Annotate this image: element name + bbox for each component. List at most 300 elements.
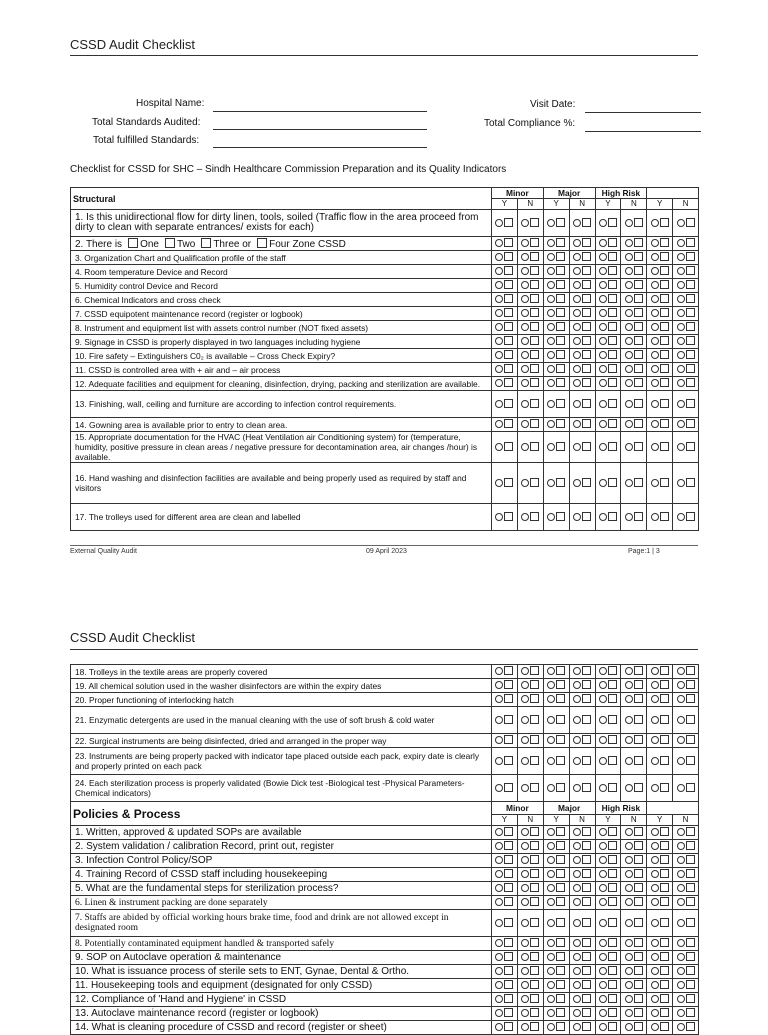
yes-no-checkbox-cell[interactable]	[543, 775, 569, 802]
yes-no-checkbox-cell[interactable]	[621, 432, 647, 463]
yes-no-checkbox-cell[interactable]	[492, 868, 518, 882]
checkbox-square-icon[interactable]	[660, 883, 669, 892]
checkbox-square-icon[interactable]	[660, 1008, 669, 1017]
yes-no-checkbox-cell[interactable]	[647, 463, 673, 504]
checkbox-square-icon[interactable]	[686, 512, 695, 521]
yes-no-checkbox-cell[interactable]	[595, 321, 621, 335]
yes-no-checkbox-cell[interactable]	[595, 937, 621, 951]
checkbox-square-icon[interactable]	[556, 399, 565, 408]
checkbox-square-icon[interactable]	[634, 1022, 643, 1031]
checkbox-square-icon[interactable]	[608, 252, 617, 261]
yes-no-checkbox-cell[interactable]	[569, 882, 595, 896]
yes-no-checkbox-cell[interactable]	[595, 432, 621, 463]
yes-no-checkbox-cell[interactable]	[673, 251, 699, 265]
yes-no-checkbox-cell[interactable]	[673, 335, 699, 349]
yes-no-checkbox-cell[interactable]	[595, 279, 621, 293]
yes-no-checkbox-cell[interactable]	[569, 979, 595, 993]
yes-no-checkbox-cell[interactable]	[621, 279, 647, 293]
checkbox-square-icon[interactable]	[530, 218, 539, 227]
yes-no-checkbox-cell[interactable]	[621, 237, 647, 251]
checkbox-square-icon[interactable]	[582, 897, 591, 906]
yes-no-checkbox-cell[interactable]	[517, 965, 543, 979]
yes-no-checkbox-cell[interactable]	[543, 910, 569, 937]
yes-no-checkbox-cell[interactable]	[543, 693, 569, 707]
checkbox-square-icon[interactable]	[582, 827, 591, 836]
checkbox-square-icon[interactable]	[660, 694, 669, 703]
checkbox-square-icon[interactable]	[582, 378, 591, 387]
checkbox-square-icon[interactable]	[660, 442, 669, 451]
checkbox-square-icon[interactable]	[608, 478, 617, 487]
checkbox-square-icon[interactable]	[660, 419, 669, 428]
checkbox-square-icon[interactable]	[608, 735, 617, 744]
yes-no-checkbox-cell[interactable]	[621, 854, 647, 868]
yes-no-checkbox-cell[interactable]	[673, 349, 699, 363]
yes-no-checkbox-cell[interactable]	[595, 251, 621, 265]
checkbox-square-icon[interactable]	[530, 841, 539, 850]
checkbox-square-icon[interactable]	[530, 694, 539, 703]
yes-no-checkbox-cell[interactable]	[492, 937, 518, 951]
checkbox-square-icon[interactable]	[504, 336, 513, 345]
yes-no-checkbox-cell[interactable]	[492, 363, 518, 377]
yes-no-checkbox-cell[interactable]	[673, 748, 699, 775]
yes-no-checkbox-cell[interactable]	[543, 937, 569, 951]
yes-no-checkbox-cell[interactable]	[673, 840, 699, 854]
yes-no-checkbox-cell[interactable]	[621, 840, 647, 854]
checkbox-square-icon[interactable]	[582, 350, 591, 359]
checkbox-square-icon[interactable]	[530, 756, 539, 765]
yes-no-checkbox-cell[interactable]	[647, 335, 673, 349]
yes-no-checkbox-cell[interactable]	[595, 734, 621, 748]
checkbox-square-icon[interactable]	[556, 855, 565, 864]
yes-no-checkbox-cell[interactable]	[517, 321, 543, 335]
checkbox-square-icon[interactable]	[556, 827, 565, 836]
checkbox-square-icon[interactable]	[556, 419, 565, 428]
yes-no-checkbox-cell[interactable]	[517, 665, 543, 679]
yes-no-checkbox-cell[interactable]	[517, 734, 543, 748]
yes-no-checkbox-cell[interactable]	[543, 707, 569, 734]
checkbox-square-icon[interactable]	[556, 994, 565, 1003]
yes-no-checkbox-cell[interactable]	[517, 775, 543, 802]
checkbox-square-icon[interactable]	[634, 280, 643, 289]
yes-no-checkbox-cell[interactable]	[621, 775, 647, 802]
checkbox-square-icon[interactable]	[608, 666, 617, 675]
yes-no-checkbox-cell[interactable]	[543, 463, 569, 504]
checkbox-square-icon[interactable]	[686, 218, 695, 227]
yes-no-checkbox-cell[interactable]	[543, 210, 569, 237]
yes-no-checkbox-cell[interactable]	[673, 363, 699, 377]
checkbox-square-icon[interactable]	[660, 1022, 669, 1031]
yes-no-checkbox-cell[interactable]	[647, 937, 673, 951]
checkbox-square-icon[interactable]	[530, 855, 539, 864]
yes-no-checkbox-cell[interactable]	[621, 826, 647, 840]
yes-no-checkbox-cell[interactable]	[569, 335, 595, 349]
yes-no-checkbox-cell[interactable]	[569, 279, 595, 293]
yes-no-checkbox-cell[interactable]	[673, 265, 699, 279]
yes-no-checkbox-cell[interactable]	[543, 377, 569, 391]
yes-no-checkbox-cell[interactable]	[492, 882, 518, 896]
yes-no-checkbox-cell[interactable]	[569, 418, 595, 432]
checkbox-square-icon[interactable]	[686, 294, 695, 303]
yes-no-checkbox-cell[interactable]	[647, 293, 673, 307]
yes-no-checkbox-cell[interactable]	[595, 882, 621, 896]
yes-no-checkbox-cell[interactable]	[647, 265, 673, 279]
checkbox-square-icon[interactable]	[504, 952, 513, 961]
yes-no-checkbox-cell[interactable]	[569, 321, 595, 335]
checkbox-square-icon[interactable]	[660, 994, 669, 1003]
checkbox-square-icon[interactable]	[686, 869, 695, 878]
yes-no-checkbox-cell[interactable]	[621, 307, 647, 321]
checkbox-square-icon[interactable]	[556, 252, 565, 261]
yes-no-checkbox-cell[interactable]	[517, 748, 543, 775]
checkbox-square-icon[interactable]	[634, 252, 643, 261]
checkbox-square-icon[interactable]	[556, 783, 565, 792]
checkbox-square-icon[interactable]	[686, 735, 695, 744]
checkbox-square-icon[interactable]	[608, 308, 617, 317]
yes-no-checkbox-cell[interactable]	[517, 854, 543, 868]
yes-no-checkbox-cell[interactable]	[647, 775, 673, 802]
yes-no-checkbox-cell[interactable]	[543, 896, 569, 910]
yes-no-checkbox-cell[interactable]	[673, 1021, 699, 1035]
checkbox-square-icon[interactable]	[634, 294, 643, 303]
yes-no-checkbox-cell[interactable]	[595, 418, 621, 432]
checkbox-square-icon[interactable]	[660, 715, 669, 724]
yes-no-checkbox-cell[interactable]	[621, 896, 647, 910]
checkbox-square-icon[interactable]	[530, 715, 539, 724]
checkbox-square-icon[interactable]	[660, 294, 669, 303]
yes-no-checkbox-cell[interactable]	[621, 868, 647, 882]
checkbox-square-icon[interactable]	[686, 252, 695, 261]
yes-no-checkbox-cell[interactable]	[647, 377, 673, 391]
yes-no-checkbox-cell[interactable]	[621, 335, 647, 349]
checkbox-square-icon[interactable]	[582, 980, 591, 989]
checkbox-square-icon[interactable]	[634, 1008, 643, 1017]
checkbox-square-icon[interactable]	[504, 399, 513, 408]
yes-no-checkbox-cell[interactable]	[647, 432, 673, 463]
checkbox-square-icon[interactable]	[660, 364, 669, 373]
checkbox-square-icon[interactable]	[660, 252, 669, 261]
checkbox-square-icon[interactable]	[582, 938, 591, 947]
yes-no-checkbox-cell[interactable]	[543, 335, 569, 349]
yes-no-checkbox-cell[interactable]	[595, 463, 621, 504]
checkbox-square-icon[interactable]	[582, 364, 591, 373]
checkbox-square-icon[interactable]	[530, 994, 539, 1003]
yes-no-checkbox-cell[interactable]	[492, 965, 518, 979]
yes-no-checkbox-cell[interactable]	[517, 463, 543, 504]
checkbox-square-icon[interactable]	[582, 841, 591, 850]
checkbox-square-icon[interactable]	[530, 883, 539, 892]
checkbox-square-icon[interactable]	[556, 952, 565, 961]
checkbox-square-icon[interactable]	[530, 442, 539, 451]
yes-no-checkbox-cell[interactable]	[543, 307, 569, 321]
yes-no-checkbox-cell[interactable]	[673, 665, 699, 679]
checkbox-square-icon[interactable]	[530, 666, 539, 675]
checkbox-square-icon[interactable]	[608, 715, 617, 724]
yes-no-checkbox-cell[interactable]	[543, 504, 569, 531]
checkbox-square-icon[interactable]	[634, 694, 643, 703]
yes-no-checkbox-cell[interactable]	[543, 882, 569, 896]
yes-no-checkbox-cell[interactable]	[673, 307, 699, 321]
yes-no-checkbox-cell[interactable]	[569, 363, 595, 377]
checkbox-square-icon[interactable]	[582, 666, 591, 675]
yes-no-checkbox-cell[interactable]	[517, 679, 543, 693]
yes-no-checkbox-cell[interactable]	[492, 391, 518, 418]
checkbox-square-icon[interactable]	[608, 994, 617, 1003]
checkbox-square-icon[interactable]	[504, 994, 513, 1003]
yes-no-checkbox-cell[interactable]	[595, 665, 621, 679]
yes-no-checkbox-cell[interactable]	[569, 840, 595, 854]
yes-no-checkbox-cell[interactable]	[621, 665, 647, 679]
checkbox-square-icon[interactable]	[504, 364, 513, 373]
total-fulfilled-standards-field[interactable]	[213, 147, 427, 148]
yes-no-checkbox-cell[interactable]	[517, 1021, 543, 1035]
checkbox-square-icon[interactable]	[556, 938, 565, 947]
yes-no-checkbox-cell[interactable]	[517, 391, 543, 418]
yes-no-checkbox-cell[interactable]	[569, 391, 595, 418]
checkbox-square-icon[interactable]	[582, 680, 591, 689]
checkbox-square-icon[interactable]	[504, 218, 513, 227]
yes-no-checkbox-cell[interactable]	[492, 826, 518, 840]
checkbox-square-icon[interactable]	[686, 350, 695, 359]
checkbox-square-icon[interactable]	[634, 399, 643, 408]
yes-no-checkbox-cell[interactable]	[595, 504, 621, 531]
yes-no-checkbox-cell[interactable]	[595, 237, 621, 251]
checkbox-square-icon[interactable]	[608, 855, 617, 864]
checkbox-square-icon[interactable]	[634, 512, 643, 521]
yes-no-checkbox-cell[interactable]	[621, 321, 647, 335]
checkbox-square-icon[interactable]	[582, 783, 591, 792]
checkbox-square-icon[interactable]	[504, 1022, 513, 1031]
checkbox-square-icon[interactable]	[556, 364, 565, 373]
checkbox-square-icon[interactable]	[556, 841, 565, 850]
checkbox-square-icon[interactable]	[556, 966, 565, 975]
checkbox-square-icon[interactable]	[582, 399, 591, 408]
zone-four-checkbox[interactable]	[257, 238, 267, 248]
yes-no-checkbox-cell[interactable]	[621, 1007, 647, 1021]
yes-no-checkbox-cell[interactable]	[543, 265, 569, 279]
yes-no-checkbox-cell[interactable]	[517, 840, 543, 854]
checkbox-square-icon[interactable]	[582, 869, 591, 878]
checkbox-square-icon[interactable]	[530, 1022, 539, 1031]
yes-no-checkbox-cell[interactable]	[647, 251, 673, 265]
yes-no-checkbox-cell[interactable]	[595, 840, 621, 854]
checkbox-square-icon[interactable]	[686, 897, 695, 906]
checkbox-square-icon[interactable]	[634, 238, 643, 247]
checkbox-square-icon[interactable]	[504, 869, 513, 878]
checkbox-square-icon[interactable]	[504, 419, 513, 428]
checkbox-square-icon[interactable]	[556, 756, 565, 765]
checkbox-square-icon[interactable]	[660, 938, 669, 947]
checkbox-square-icon[interactable]	[686, 442, 695, 451]
checkbox-square-icon[interactable]	[608, 218, 617, 227]
checkbox-square-icon[interactable]	[556, 715, 565, 724]
checkbox-square-icon[interactable]	[608, 756, 617, 765]
yes-no-checkbox-cell[interactable]	[543, 993, 569, 1007]
yes-no-checkbox-cell[interactable]	[673, 979, 699, 993]
checkbox-square-icon[interactable]	[608, 294, 617, 303]
checkbox-square-icon[interactable]	[634, 783, 643, 792]
yes-no-checkbox-cell[interactable]	[492, 979, 518, 993]
checkbox-square-icon[interactable]	[530, 938, 539, 947]
yes-no-checkbox-cell[interactable]	[492, 854, 518, 868]
checkbox-square-icon[interactable]	[582, 918, 591, 927]
yes-no-checkbox-cell[interactable]	[543, 965, 569, 979]
checkbox-square-icon[interactable]	[608, 883, 617, 892]
yes-no-checkbox-cell[interactable]	[647, 307, 673, 321]
yes-no-checkbox-cell[interactable]	[492, 279, 518, 293]
yes-no-checkbox-cell[interactable]	[647, 951, 673, 965]
checkbox-square-icon[interactable]	[530, 897, 539, 906]
checkbox-square-icon[interactable]	[686, 308, 695, 317]
checkbox-square-icon[interactable]	[530, 478, 539, 487]
yes-no-checkbox-cell[interactable]	[569, 1021, 595, 1035]
yes-no-checkbox-cell[interactable]	[492, 734, 518, 748]
checkbox-square-icon[interactable]	[660, 841, 669, 850]
yes-no-checkbox-cell[interactable]	[543, 979, 569, 993]
yes-no-checkbox-cell[interactable]	[569, 237, 595, 251]
checkbox-square-icon[interactable]	[556, 294, 565, 303]
yes-no-checkbox-cell[interactable]	[621, 748, 647, 775]
yes-no-checkbox-cell[interactable]	[673, 463, 699, 504]
yes-no-checkbox-cell[interactable]	[673, 391, 699, 418]
yes-no-checkbox-cell[interactable]	[517, 910, 543, 937]
yes-no-checkbox-cell[interactable]	[517, 868, 543, 882]
yes-no-checkbox-cell[interactable]	[621, 951, 647, 965]
yes-no-checkbox-cell[interactable]	[673, 868, 699, 882]
checkbox-square-icon[interactable]	[556, 350, 565, 359]
checkbox-square-icon[interactable]	[556, 883, 565, 892]
yes-no-checkbox-cell[interactable]	[595, 349, 621, 363]
checkbox-square-icon[interactable]	[530, 869, 539, 878]
checkbox-square-icon[interactable]	[686, 280, 695, 289]
yes-no-checkbox-cell[interactable]	[647, 965, 673, 979]
checkbox-square-icon[interactable]	[634, 478, 643, 487]
yes-no-checkbox-cell[interactable]	[673, 734, 699, 748]
yes-no-checkbox-cell[interactable]	[569, 937, 595, 951]
checkbox-square-icon[interactable]	[608, 322, 617, 331]
yes-no-checkbox-cell[interactable]	[595, 391, 621, 418]
checkbox-square-icon[interactable]	[686, 238, 695, 247]
checkbox-square-icon[interactable]	[634, 666, 643, 675]
checkbox-square-icon[interactable]	[530, 280, 539, 289]
checkbox-square-icon[interactable]	[530, 783, 539, 792]
checkbox-square-icon[interactable]	[686, 266, 695, 275]
yes-no-checkbox-cell[interactable]	[621, 707, 647, 734]
yes-no-checkbox-cell[interactable]	[647, 882, 673, 896]
yes-no-checkbox-cell[interactable]	[621, 910, 647, 937]
checkbox-square-icon[interactable]	[582, 294, 591, 303]
yes-no-checkbox-cell[interactable]	[621, 679, 647, 693]
checkbox-square-icon[interactable]	[556, 322, 565, 331]
checkbox-square-icon[interactable]	[608, 419, 617, 428]
checkbox-square-icon[interactable]	[530, 252, 539, 261]
checkbox-square-icon[interactable]	[504, 783, 513, 792]
yes-no-checkbox-cell[interactable]	[569, 377, 595, 391]
yes-no-checkbox-cell[interactable]	[492, 1007, 518, 1021]
yes-no-checkbox-cell[interactable]	[621, 882, 647, 896]
yes-no-checkbox-cell[interactable]	[569, 251, 595, 265]
checkbox-square-icon[interactable]	[504, 756, 513, 765]
yes-no-checkbox-cell[interactable]	[621, 693, 647, 707]
checkbox-square-icon[interactable]	[556, 218, 565, 227]
checkbox-square-icon[interactable]	[504, 1008, 513, 1017]
checkbox-square-icon[interactable]	[530, 266, 539, 275]
yes-no-checkbox-cell[interactable]	[492, 377, 518, 391]
checkbox-square-icon[interactable]	[686, 336, 695, 345]
checkbox-square-icon[interactable]	[660, 478, 669, 487]
yes-no-checkbox-cell[interactable]	[492, 463, 518, 504]
checkbox-square-icon[interactable]	[634, 994, 643, 1003]
checkbox-square-icon[interactable]	[504, 478, 513, 487]
checkbox-square-icon[interactable]	[582, 252, 591, 261]
yes-no-checkbox-cell[interactable]	[492, 693, 518, 707]
checkbox-square-icon[interactable]	[556, 897, 565, 906]
yes-no-checkbox-cell[interactable]	[569, 854, 595, 868]
checkbox-square-icon[interactable]	[608, 783, 617, 792]
yes-no-checkbox-cell[interactable]	[569, 504, 595, 531]
yes-no-checkbox-cell[interactable]	[647, 210, 673, 237]
checkbox-square-icon[interactable]	[660, 783, 669, 792]
yes-no-checkbox-cell[interactable]	[569, 707, 595, 734]
total-compliance-field[interactable]	[585, 131, 701, 132]
checkbox-square-icon[interactable]	[660, 350, 669, 359]
yes-no-checkbox-cell[interactable]	[621, 965, 647, 979]
yes-no-checkbox-cell[interactable]	[673, 504, 699, 531]
checkbox-square-icon[interactable]	[582, 952, 591, 961]
checkbox-square-icon[interactable]	[634, 756, 643, 765]
checkbox-square-icon[interactable]	[556, 308, 565, 317]
checkbox-square-icon[interactable]	[504, 294, 513, 303]
yes-no-checkbox-cell[interactable]	[621, 363, 647, 377]
yes-no-checkbox-cell[interactable]	[517, 251, 543, 265]
checkbox-square-icon[interactable]	[582, 883, 591, 892]
checkbox-square-icon[interactable]	[530, 308, 539, 317]
checkbox-square-icon[interactable]	[608, 238, 617, 247]
checkbox-square-icon[interactable]	[504, 980, 513, 989]
yes-no-checkbox-cell[interactable]	[673, 937, 699, 951]
yes-no-checkbox-cell[interactable]	[517, 307, 543, 321]
checkbox-square-icon[interactable]	[660, 512, 669, 521]
yes-no-checkbox-cell[interactable]	[621, 979, 647, 993]
yes-no-checkbox-cell[interactable]	[621, 265, 647, 279]
checkbox-square-icon[interactable]	[582, 419, 591, 428]
checkbox-square-icon[interactable]	[530, 827, 539, 836]
yes-no-checkbox-cell[interactable]	[569, 432, 595, 463]
checkbox-square-icon[interactable]	[504, 694, 513, 703]
yes-no-checkbox-cell[interactable]	[621, 993, 647, 1007]
checkbox-square-icon[interactable]	[556, 280, 565, 289]
checkbox-square-icon[interactable]	[660, 980, 669, 989]
yes-no-checkbox-cell[interactable]	[569, 775, 595, 802]
yes-no-checkbox-cell[interactable]	[647, 993, 673, 1007]
yes-no-checkbox-cell[interactable]	[517, 896, 543, 910]
yes-no-checkbox-cell[interactable]	[673, 993, 699, 1007]
checkbox-square-icon[interactable]	[530, 350, 539, 359]
yes-no-checkbox-cell[interactable]	[492, 748, 518, 775]
checkbox-square-icon[interactable]	[582, 512, 591, 521]
checkbox-square-icon[interactable]	[504, 350, 513, 359]
yes-no-checkbox-cell[interactable]	[492, 951, 518, 965]
yes-no-checkbox-cell[interactable]	[647, 840, 673, 854]
yes-no-checkbox-cell[interactable]	[517, 993, 543, 1007]
yes-no-checkbox-cell[interactable]	[569, 693, 595, 707]
checkbox-square-icon[interactable]	[504, 841, 513, 850]
checkbox-square-icon[interactable]	[608, 336, 617, 345]
checkbox-square-icon[interactable]	[556, 735, 565, 744]
checkbox-square-icon[interactable]	[556, 336, 565, 345]
yes-no-checkbox-cell[interactable]	[569, 896, 595, 910]
yes-no-checkbox-cell[interactable]	[673, 418, 699, 432]
checkbox-square-icon[interactable]	[634, 218, 643, 227]
